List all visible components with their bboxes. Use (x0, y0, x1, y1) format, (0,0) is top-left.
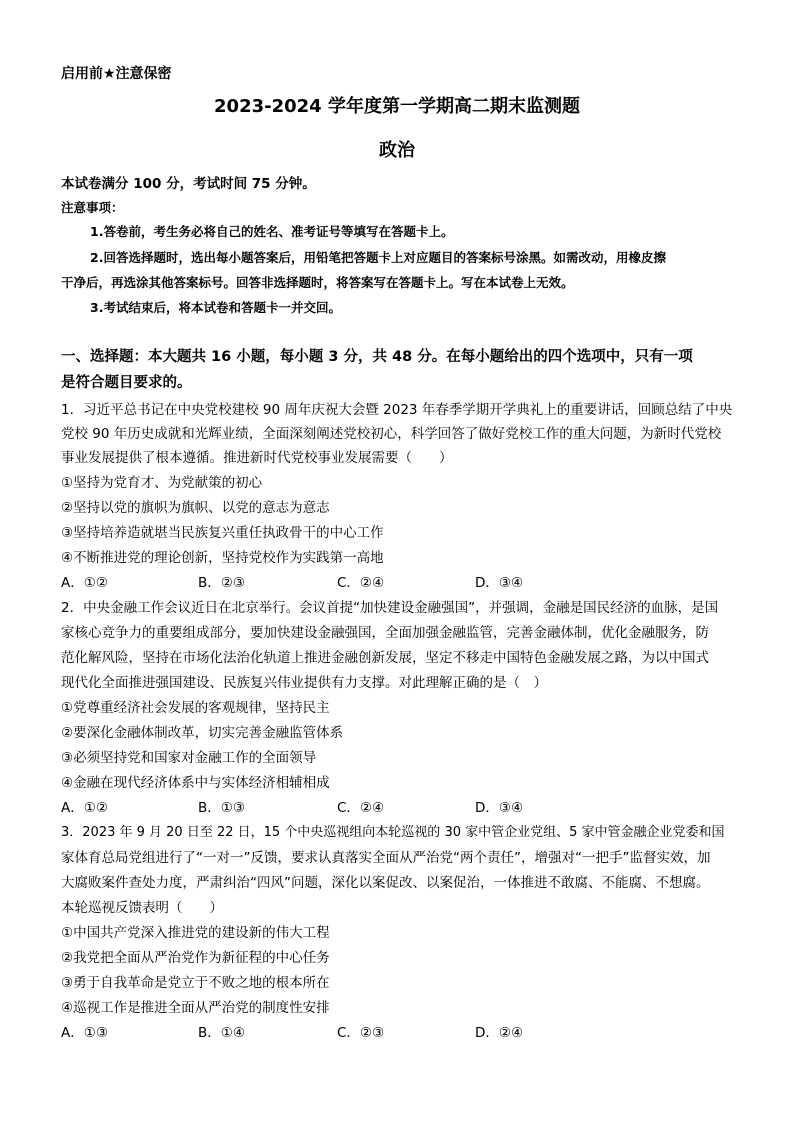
question-3-stem: 本轮巡视反馈表明（ ） (61, 900, 223, 916)
notice-item: 1.答卷前，考生务必将自己的姓名、准考证号等填写在答题卡上。 (90, 224, 454, 239)
question-2-option: ③必须坚持党和国家对金融工作的全面领导 (61, 750, 317, 766)
choice-b: B．②③ (198, 575, 245, 591)
confidential-notice: 启用前★注意保密 (61, 66, 172, 82)
notice-item: 2.回答选择题时，选出每小题答案后，用铅笔把答题卡上对应题目的答案标号涂黑。如需改动，用橡皮擦 (90, 250, 666, 265)
choice-a: A．①② (61, 575, 108, 591)
question-3-option: ②我党把全面从严治党作为新征程的中心任务 (61, 950, 330, 966)
question-3-stem: 3．2023 年 9 月 20 日至 22 日，15 个中央巡视组向本轮巡视的 30 家中管企业党组、5 家中管金融企业党委和国 (61, 825, 725, 840)
notice-item: 3.考试结束后，将本试卷和答题卡一并交回。 (90, 300, 341, 315)
question-1-option: ④不断推进党的理论创新，坚持党校作为实践第一高地 (61, 550, 384, 566)
question-1-option: ③坚持培养造就堪当民族复兴重任执政骨干的中心工作 (61, 525, 384, 541)
question-1-stem: 1．习近平总书记在中央党校建校 90 周年庆祝大会暨 2023 年春季学期开学典礼上的重要讲话，回顾总结了中央 (61, 402, 733, 418)
choice-d: D．③④ (475, 575, 524, 591)
question-2-option: ④金融在现代经济体系中与实体经济相辅相成 (61, 775, 330, 791)
choice-b: B．①③ (198, 800, 245, 816)
score-time-line: 本试卷满分 100 分，考试时间 75 分钟。 (61, 176, 316, 192)
section-heading: 一、选择题：本大题共 16 小题，每小题 3 分，共 48 分。在每小题给出的四个选项中，只有一项 (61, 349, 693, 365)
question-1-choices (61, 571, 621, 589)
choice-a: A．①② (61, 800, 108, 816)
question-1-option: ②坚持以党的旗帜为旗帜、以党的意志为意志 (61, 500, 330, 516)
question-2-option: ②要深化金融体制改革，切实完善金融监管体系 (61, 725, 344, 741)
question-2-stem: 家核心竞争力的重要组成部分，要加快建设金融强国，全面加强金融监管，完善金融体制，优化金融服务，防 (61, 625, 709, 641)
choice-b: B．①④ (198, 1025, 245, 1041)
question-1-option: ①坚持为党育才、为党献策的初心 (61, 475, 263, 491)
question-2-stem: 2．中央金融工作会议近日在北京举行。会议首提“加快建设金融强国”，并强调，金融是国民经济的血脉，是国 (61, 600, 719, 616)
question-3-option: ④巡视工作是推进全面从严治党的制度性安排 (61, 1000, 330, 1016)
notice-heading: 注意事项： (61, 200, 124, 215)
question-3-choices (61, 1021, 621, 1039)
choice-d: D．③④ (475, 800, 524, 816)
choice-c: C．②④ (337, 575, 385, 591)
question-1-stem: 党校 90 年历史成就和光辉业绩，全面深刻阐述党校初心，科学回答了做好党校工作的重大问题，为新时代党校 (61, 426, 722, 442)
question-2-stem: 范化解风险，坚持在市场化法治化轨道上推进金融创新发展，坚定不移走中国特色金融发展之路，为以中国式 (61, 650, 709, 666)
choice-d: D．②④ (475, 1025, 524, 1041)
question-3-option: ③勇于自我革命是党立于不败之地的根本所在 (61, 975, 330, 991)
choice-a: A．①③ (61, 1025, 108, 1041)
question-2-choices (61, 796, 621, 814)
question-3-stem: 大腐败案件查处力度，严肃纠治“四风”问题，深化以案促改、以案促治，一体推进不敢腐、不能腐、不想腐。 (61, 875, 710, 891)
question-1-stem: 事业发展提供了根本遵循。推进新时代党校事业发展需要（ ） (61, 450, 453, 466)
choice-c: C．②③ (337, 1025, 385, 1041)
question-2-stem: 现代化全面推进强国建设、民族复兴伟业提供有力支撑。对此理解正确的是（ ） (61, 675, 547, 691)
question-3-stem: 家体育总局党组进行了“一对一”反馈，要求认真落实全面从严治党“两个责任”，增强对“一把手”监督实效，加 (61, 850, 711, 866)
exam-title: 2023-2024 学年度第一学期高二期末监测题 (214, 96, 580, 117)
subject-title: 政治 (379, 140, 415, 161)
choice-c: C．②④ (337, 800, 385, 816)
notice-item-continued: 干净后，再选涂其他答案标号。回答非选择题时，将答案写在答题卡上。写在本试卷上无效。 (61, 275, 574, 290)
section-heading-continued: 是符合题目要求的。 (61, 375, 192, 391)
question-2-option: ①党尊重经济社会发展的客观规律，坚持民主 (61, 700, 330, 716)
question-3-option: ①中国共产党深入推进党的建设新的伟大工程 (61, 925, 330, 941)
